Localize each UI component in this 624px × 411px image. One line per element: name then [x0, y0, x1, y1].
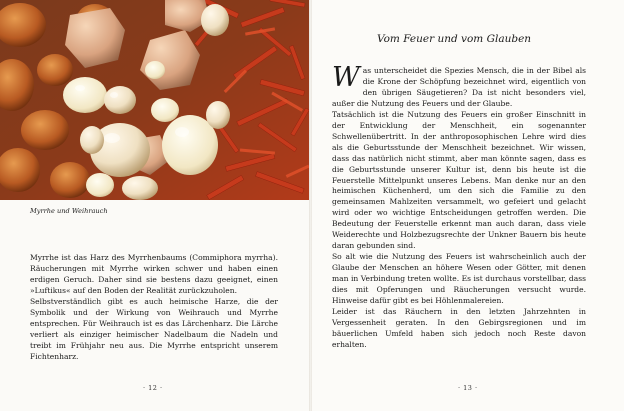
paragraph-feuer: Tatsächlich ist die Nutzung des Feuers ein großer Einschnitt in der Entwicklung der Menschheit, ein sogenannter Schwellenübertritt. In der anthroposophischen Lehre wird dies als die Geburtsstunde der Menschheit bezeichnet. Wir wissen, dass das natürlich nicht stimmt, aber man könnte sagen, dass es die Geburtsstunde unserer Kultur ist, denn bis heute ist die Feuerstelle Mittelpunkt unseres Lebens. Man denke nur an den heimischen Küchenherd, um den sich die Familie zu den gemeinsamen Mahlzeiten versammelt, wo gefeiert und gelacht wird oder wo wichtige Entscheidungen getroffen werden. Die Bedeutung der Feuerstelle erkennt man auch daran, dass viele Weiderechte und Holzbezugsrechte der Unkner Bauern bis heute daran gebunden sind.: [332, 109, 586, 251]
left-page: [0, 0, 310, 411]
intro-text: as unterscheidet die Spezies Mensch, die in der Bibel als die Krone der Schöpfung bezeichnet wird, eigentlich von den übrigen Säugetieren? Da ist nicht besonders viel, außer die Nutzung des Feuers und der Glaube.: [332, 66, 586, 108]
paragraph-heimische-harze: Selbstverständlich gibt es auch heimische Harze, die der Symbolik und der Wirkung von Weihrauch und Myrrhe entsprechen. Für Weihrauch ist es das Lärchenharz. Die Lärche verliert als einziger heimischer Nadelbaum die Nadeln und treibt im Frühjahr neu aus. Die Myrrhe entspricht unserem Fichtenharz.: [30, 296, 278, 361]
paragraph-glaube: So alt wie die Nutzung des Feuers ist wahrscheinlich auch der Glaube der Menschen an höhere Wesen oder Götter, mit denen man in Verbindung treten wollte. Es ist durchaus vorstellbar, dass dies mit Opferungen und Räucherungen versucht wurde. Hinweise dafür gibt es bei Höhlenmalereien.: [332, 252, 586, 306]
paragraph-vergessenheit: Leider ist das Räuchern in den letzten Jahrzehnten in Vergessenheit geraten. In den Gebirgsregionen und im bäuerlichen Umfeld haben sich jedoch noch Reste davon erhalten.: [332, 306, 586, 349]
left-body-text: [30, 253, 278, 363]
resin-photo-image: [0, 0, 310, 200]
photo-caption: Myrrhe und Weihrauch: [30, 207, 108, 215]
page-number-left: · 12 ·: [143, 384, 163, 392]
drop-cap: W: [332, 62, 360, 93]
myrrh-frankincense-photo: [0, 0, 310, 200]
chapter-title: Vom Feuer und vom Glauben: [376, 33, 532, 45]
paragraph-myrrhe: Myrrhe ist das Harz des Myrrhenbaums (Commiphora myrrha). Räucherungen mit Myrrhe wirken schwer und haben einen erdigen Geruch. Daher sind sie bestens dazu geeignet, einen »Luftikus« auf den Boden der Realität zurückzuholen.: [30, 253, 278, 295]
right-body-text: [332, 62, 586, 351]
page-number-right: · 13 ·: [458, 384, 478, 392]
paragraph-intro: [332, 62, 586, 110]
